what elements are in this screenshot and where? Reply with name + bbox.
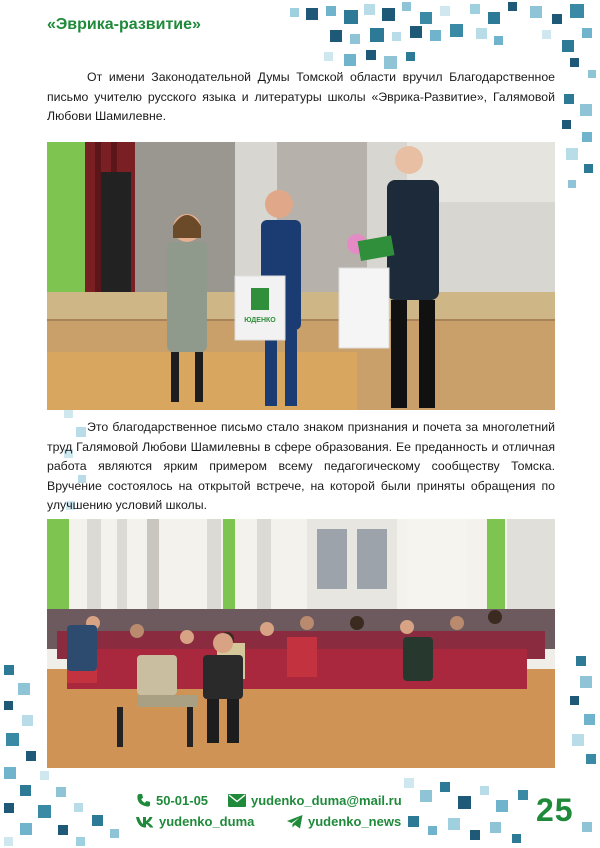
decorative-mosaic-right bbox=[558, 90, 600, 200]
footer-email[interactable] bbox=[228, 793, 402, 808]
phone-icon bbox=[136, 793, 151, 808]
email-address: yudenko_duma@mail.ru bbox=[251, 793, 402, 808]
magazine-header: «Эврика-развитие» bbox=[47, 16, 201, 33]
vk-icon bbox=[136, 816, 154, 828]
photo-audience-hall bbox=[47, 519, 555, 768]
footer-vk[interactable] bbox=[136, 814, 254, 829]
paragraph-award: От имени Законодательной Думы Томской области вручил Благодарственное письмо учителю русского языка и литературы школы «Эврика-Развитие», Галямовой Любови Шамилевне. bbox=[47, 70, 555, 123]
paragraph-recognition: Это благодарственное письмо стало знаком признания и почета за многолетний труд Галямовой Любови Шамилевны в сфере образования. Ее преданность и отличная работа являются ярким примером всему педагогическому сообществу Томска. Вручение состоялось на открытой встрече, на которой были приняты обращения по улучшению условий школы. bbox=[47, 420, 555, 512]
phone-number: 50-01-05 bbox=[156, 793, 209, 808]
mail-icon bbox=[228, 794, 246, 807]
footer-telegram[interactable] bbox=[287, 814, 401, 829]
page-number: 25 bbox=[536, 792, 574, 828]
telegram-handle: yudenko_news bbox=[308, 814, 402, 829]
telegram-icon bbox=[287, 815, 303, 829]
vk-handle: yudenko_duma bbox=[159, 814, 255, 829]
bag-logo-text: ЮДЕНКО bbox=[244, 317, 276, 324]
footer-phone[interactable] bbox=[136, 793, 208, 808]
photo-award-ceremony bbox=[47, 142, 555, 410]
